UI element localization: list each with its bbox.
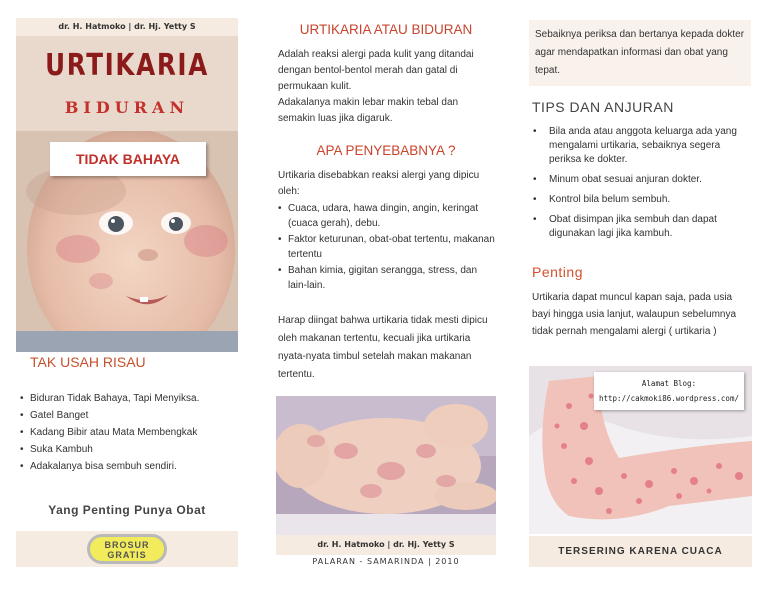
advice-text: Sebaiknya periksa dan bertanya kepada dokter agar mendapatkan informasi dan obat yang tepat. [535, 29, 745, 76]
list-item: • Gatel Banget [20, 410, 240, 422]
safe-badge: TIDAK BAHAYA [50, 142, 206, 176]
advice-box [529, 20, 751, 86]
baby-rash-photo [276, 396, 496, 535]
definition-text-2: Adakalanya makin lebar makin tebal dan semakin luas jika digaruk. [278, 97, 459, 124]
tips-heading: TIPS DAN ANJURAN [532, 99, 674, 115]
panel1-header: dr. H. Hatmoko | dr. Hj. Yetty S [16, 18, 238, 36]
free-brochure-badge [87, 534, 167, 564]
important-heading: Penting [532, 264, 583, 280]
reassure-heading: TAK USAH RISAU [30, 354, 146, 370]
panel1-footer [16, 531, 238, 567]
list-item: • Bila anda atau anggota keluarga ada yang mengalami urtikaria, sebaiknya segera periksa ke dokter. [533, 125, 749, 167]
tips-list [533, 125, 749, 247]
blog-address-box [594, 372, 744, 410]
list-item: • Adakalanya bisa sembuh sendiri. [20, 461, 240, 473]
list-item: • Minum obat sesuai anjuran dokter. [533, 173, 749, 187]
panel2-footer-authors: dr. H. Hatmoko | dr. Hj. Yetty S [276, 535, 496, 555]
cover-subtitle: BIDURAN [64, 98, 190, 117]
note-text: Harap diingat bahwa urtikaria tidak mesti dipicu oleh makanan tertentu, kecuali jika urtikaria nyata-nyata timbul setelah makan makanan tertentu. [278, 315, 488, 380]
list-item: • Obat disimpan jika sembuh dan dapat digunakan lagi jika kambuh. [533, 213, 749, 241]
list-item: • Suka Kambuh [20, 444, 240, 456]
blog-url: http://cakmoki86.wordpress.com/ [599, 394, 739, 403]
list-item: • Biduran Tidak Bahaya, Tapi Menyiksa. [20, 393, 240, 405]
definition-text: Adalah reaksi alergi pada kulit yang ditandai dengan bentol-bentol merah dan gatal di permukaan kulit. [278, 49, 474, 92]
list-item: • Kadang Bibir atau Mata Membengkak [20, 427, 240, 439]
tagline: Yang Penting Punya Obat [48, 503, 206, 517]
list-item: • Cuaca, udara, hawa dingin, angin, keringat (cuaca gerah), debu. [278, 201, 496, 231]
brosur-line1: BROSUR [104, 540, 150, 550]
brosur-line2: GRATIS [107, 550, 147, 560]
cover-title: URTIKARIA [45, 48, 209, 83]
list-item: • Kontrol bila belum sembuh. [533, 193, 749, 207]
cover [16, 36, 238, 352]
cause-list [278, 201, 496, 294]
panel3-footer: TERSERING KARENA CUACA [529, 536, 752, 567]
cause-heading: APA PENYEBABNYA ? [316, 143, 456, 158]
important-text: Urtikaria dapat muncul kapan saja, pada usia bayi hingga usia lanjut, walaupun sebelumnya tidak pernah mengalami alergi ( urtikaria ) [532, 292, 737, 337]
panel2-footer-place: PALARAN - SAMARINDA | 2010 [312, 557, 460, 566]
definition-heading: URTIKARIA ATAU BIDURAN [299, 22, 473, 37]
cause-intro: Urtikaria disebabkan reaksi alergi yang dipicu oleh: [278, 170, 480, 197]
symptom-list [20, 393, 240, 478]
blog-label: Alamat Blog: [641, 379, 697, 388]
list-item: • Bahan kimia, gigitan serangga, stress, dan lain-lain. [278, 263, 496, 293]
list-item: • Faktor keturunan, obat-obat tertentu, makanan tertentu [278, 232, 496, 262]
